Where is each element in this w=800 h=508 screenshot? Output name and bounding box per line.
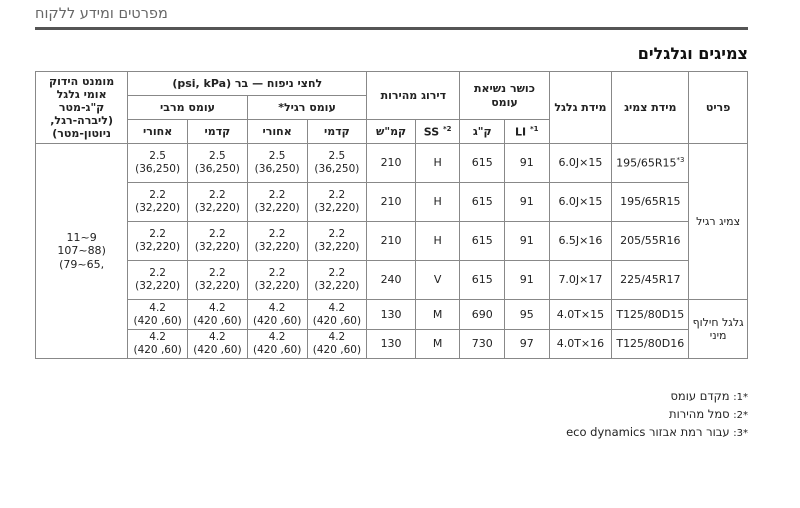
cell-max-rear: 2.2 (32,220) xyxy=(128,183,188,222)
cell-tire-size: 195/65R15$^{*3}$ xyxy=(612,144,689,183)
cell-max-front: 4.2 (60, 420) xyxy=(188,330,248,359)
cell-max-front: 2.2 (32,220) xyxy=(188,222,248,261)
cell-normal-front: 2.2 (32,220) xyxy=(307,222,367,261)
cell-li: 91 xyxy=(504,144,549,183)
header-max-load: עומס מרבי xyxy=(128,96,248,120)
header-torque: מומנט הידוק אומי גלגל ק"ג-מטר (ליברה-רגל, ניוטון-מטר) xyxy=(36,72,128,144)
header-speed-rating: דירוג מהירות xyxy=(367,72,460,120)
cell-max-front: 2.2 (32,220) xyxy=(188,261,248,300)
cell-tire-size: 195/65R15 xyxy=(612,183,689,222)
cell-wheel-size: 6.0J×15 xyxy=(549,144,612,183)
table-row xyxy=(36,222,748,261)
cell-kmh: 240 xyxy=(367,261,416,300)
cell-li: 95 xyxy=(504,300,549,330)
header-kg: ק"ג xyxy=(460,120,505,144)
cell-ss: M xyxy=(415,300,460,330)
header-divider xyxy=(35,27,748,30)
cell-tire-size: T125/80D16 xyxy=(612,330,689,359)
table-row xyxy=(36,330,748,359)
header-normal-rear: אחורי xyxy=(247,120,307,144)
cell-normal-front: 2.2 (32,220) xyxy=(307,183,367,222)
cell-normal-rear: 2.2 (32,220) xyxy=(247,222,307,261)
cell-max-front: 2.2 (32,220) xyxy=(188,183,248,222)
table-row xyxy=(36,261,748,300)
header-normal-front: קדמי xyxy=(307,120,367,144)
cell-normal-rear: 4.2 (60, 420) xyxy=(247,330,307,359)
page-header-title: מפרטים ומידע ללקוח xyxy=(35,6,168,22)
cell-normal-rear: 2.5 (36,250) xyxy=(247,144,307,183)
cell-tire-size: T125/80D15 xyxy=(612,300,689,330)
cell-torque: 9~11 (88~107 ,65~79) xyxy=(36,144,128,359)
cell-li: 91 xyxy=(504,183,549,222)
cell-kg: 615 xyxy=(460,222,505,261)
cell-wheel-size: 6.0J×15 xyxy=(549,183,612,222)
cell-normal-rear: 2.2 (32,220) xyxy=(247,183,307,222)
cell-normal-rear: 2.2 (32,220) xyxy=(247,261,307,300)
cell-kg: 730 xyxy=(460,330,505,359)
cell-ss: H xyxy=(415,144,460,183)
cell-ss: V xyxy=(415,261,460,300)
cell-wheel-size: 4.0T×15 xyxy=(549,300,612,330)
cell-normal-front: 2.5 (36,250) xyxy=(307,144,367,183)
cell-kg: 690 xyxy=(460,300,505,330)
cell-max-rear: 2.5 (36,250) xyxy=(128,144,188,183)
cell-ss: H xyxy=(415,222,460,261)
cell-max-rear: 2.2 (32,220) xyxy=(128,222,188,261)
header-normal-load: עומס רגיל* xyxy=(247,96,367,120)
header-max-rear: אחורי xyxy=(128,120,188,144)
cell-kg: 615 xyxy=(460,144,505,183)
cell-wheel-size: 7.0J×17 xyxy=(549,261,612,300)
cell-max-rear: 4.2 (60, 420) xyxy=(128,300,188,330)
cell-wheel-size: 6.5J×16 xyxy=(549,222,612,261)
header-tire-size: מידת צמיג xyxy=(612,72,689,144)
table-row xyxy=(36,144,748,183)
cell-li: 97 xyxy=(504,330,549,359)
cell-ss: H xyxy=(415,183,460,222)
cell-kmh: 130 xyxy=(367,300,416,330)
header-li: LI $^{*1}$ xyxy=(504,120,549,144)
header-item: פריט xyxy=(689,72,748,144)
cell-kg: 615 xyxy=(460,183,505,222)
cell-max-rear: 2.2 (32,220) xyxy=(128,261,188,300)
cell-max-rear: 4.2 (60, 420) xyxy=(128,330,188,359)
group-regular-tire: צמיג רגיל xyxy=(689,144,748,300)
header-ss: SS $^{*2}$ xyxy=(415,120,460,144)
cell-max-front: 2.5 (36,250) xyxy=(188,144,248,183)
tire-specs-table xyxy=(35,71,748,359)
header-max-front: קדמי xyxy=(188,120,248,144)
cell-kmh: 130 xyxy=(367,330,416,359)
table-row xyxy=(36,183,748,222)
header-kmh: קמ"ש xyxy=(367,120,416,144)
cell-tire-size: 205/55R16 xyxy=(612,222,689,261)
cell-kmh: 210 xyxy=(367,183,416,222)
cell-normal-front: 4.2 (60, 420) xyxy=(307,330,367,359)
footnote-item: *2: סמל מהירות xyxy=(669,407,748,421)
cell-kmh: 210 xyxy=(367,222,416,261)
footnotes xyxy=(566,388,748,442)
header-wheel-size: מידת גלגל xyxy=(549,72,612,144)
cell-kmh: 210 xyxy=(367,144,416,183)
table-row xyxy=(36,300,748,330)
cell-tire-size: 225/45R17 xyxy=(612,261,689,300)
cell-wheel-size: 4.0T×16 xyxy=(549,330,612,359)
header-load-capacity: כושר נשיאת עומס xyxy=(460,72,549,120)
header-pressure: לחצי ניפוח — בר (psi, kPa) xyxy=(128,72,367,96)
cell-kg: 615 xyxy=(460,261,505,300)
footnote-item: *1: מקדם עומס xyxy=(670,389,748,403)
cell-li: 91 xyxy=(504,261,549,300)
section-title: צמיגים וגלגלים xyxy=(637,44,748,63)
footnote-item: *3: עבור רמת אבזור eco dynamics xyxy=(566,425,748,439)
cell-normal-front: 4.2 (60, 420) xyxy=(307,300,367,330)
cell-max-front: 4.2 (60, 420) xyxy=(188,300,248,330)
cell-li: 91 xyxy=(504,222,549,261)
cell-normal-front: 2.2 (32,220) xyxy=(307,261,367,300)
cell-normal-rear: 4.2 (60, 420) xyxy=(247,300,307,330)
group-spare-wheel: גלגל חילוף מיני xyxy=(689,300,748,359)
cell-ss: M xyxy=(415,330,460,359)
